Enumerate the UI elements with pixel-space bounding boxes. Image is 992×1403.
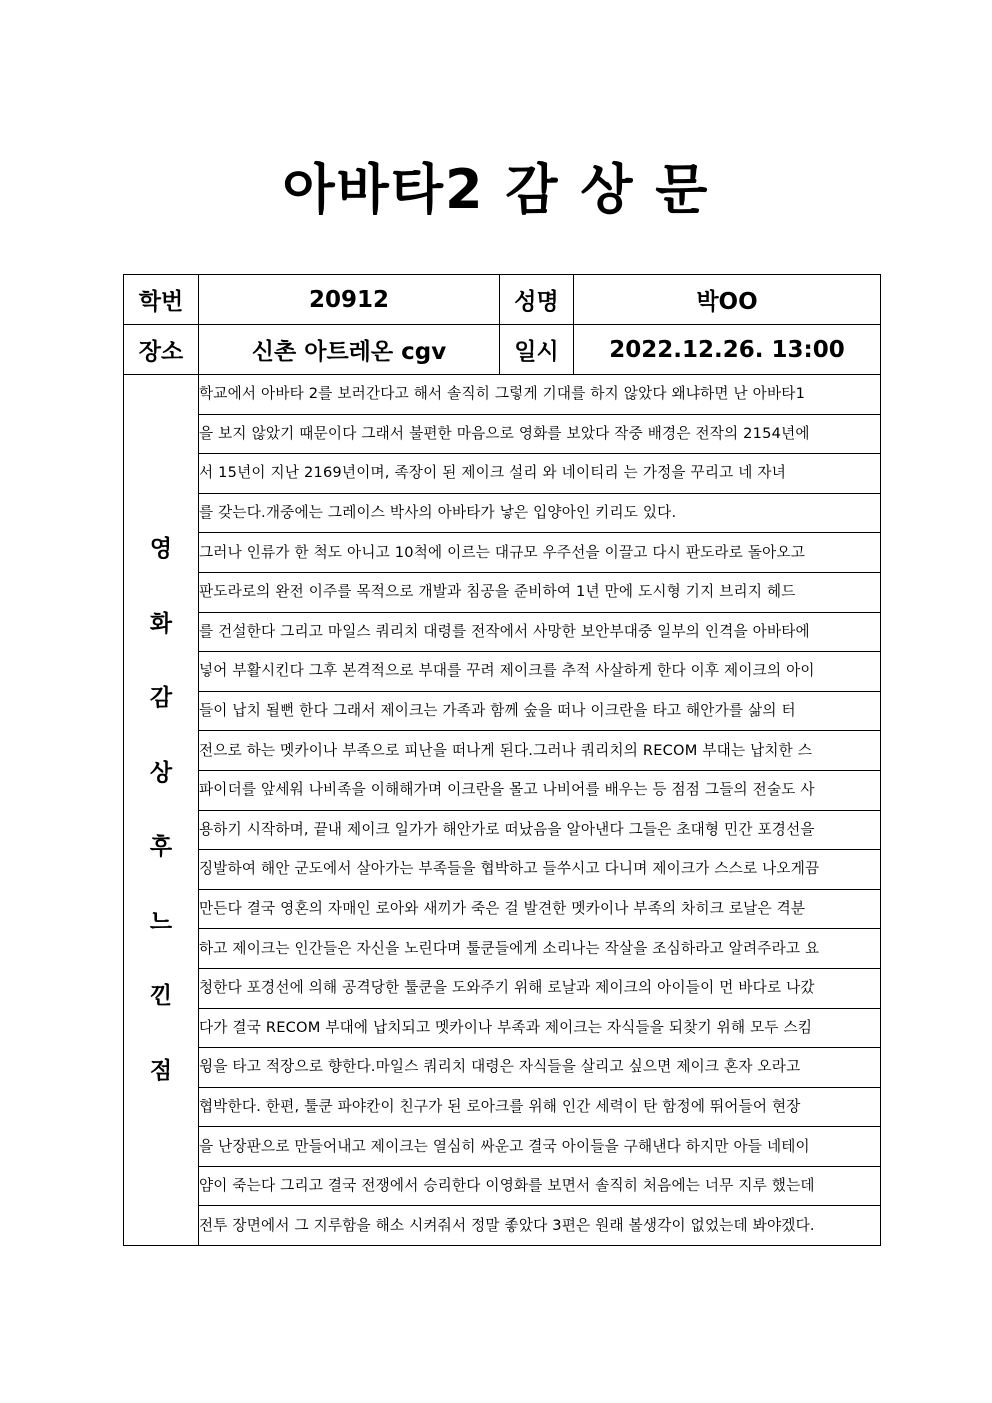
review-line-row xyxy=(124,1127,881,1167)
review-form-table xyxy=(123,274,881,1246)
review-label-char: 감 xyxy=(149,685,173,712)
review-line: 다가 결국 RECOM 부대에 납치되고 멧카이나 부족과 제이크는 자식들을 되찾기 위해 모두 스킴 xyxy=(199,1008,881,1048)
review-line-row xyxy=(124,1166,881,1206)
student-id-label: 학번 xyxy=(124,275,199,325)
review-line: 를 건설한다 그리고 마일스 쿼리치 대령를 전작에서 사망한 보안부대중 일부의 인격을 아바타에 xyxy=(199,612,881,652)
review-line: 을 보지 않았기 때문이다 그래서 불편한 마음으로 영화를 보았다 작중 배경은 전작의 2154년에 xyxy=(199,414,881,454)
review-line-row xyxy=(124,929,881,969)
review-line: 윙을 타고 적장으로 향한다.마일스 쿼리치 대령은 자식들을 살리고 싶으면 제이크 혼자 오라고 xyxy=(199,1048,881,1088)
review-line-row xyxy=(124,533,881,573)
review-line-row xyxy=(124,493,881,533)
review-line: 징발하여 해안 군도에서 살아가는 부족들을 협박하고 들쑤시고 다니며 제이크가 스스로 나오게끔 xyxy=(199,850,881,890)
review-line-row xyxy=(124,770,881,810)
student-id-value: 20912 xyxy=(199,275,500,325)
review-line-row xyxy=(124,1008,881,1048)
review-label-char: 후 xyxy=(149,834,173,861)
review-line: 만든다 결국 영혼의 자매인 로아와 새끼가 죽은 걸 발견한 멧카이나 부족의 차히크 로날은 격분 xyxy=(199,889,881,929)
place-value: 신촌 아트레온 cgv xyxy=(199,325,500,375)
review-label-char: 낀 xyxy=(149,983,173,1010)
review-line-row xyxy=(124,454,881,494)
review-line-row xyxy=(124,375,881,415)
datetime-value: 2022.12.26. 13:00 xyxy=(574,325,881,375)
review-line: 를 갖는다.개중에는 그레이스 박사의 아바타가 낳은 입양아인 키리도 있다. xyxy=(199,493,881,533)
review-line: 들이 납치 될뻔 한다 그래서 제이크는 가족과 함께 숲을 떠나 이크란을 타고 해안가를 삶의 터 xyxy=(199,691,881,731)
document-title: 아바타2 감 상 문 xyxy=(282,158,710,221)
review-line-row xyxy=(124,612,881,652)
review-section-label-chars xyxy=(124,536,198,1084)
review-line: 얌이 죽는다 그리고 결국 전쟁에서 승리한다 이영화를 보면서 솔직히 처음에는 너무 지루 했는데 xyxy=(199,1166,881,1206)
review-label-char: 영 xyxy=(149,536,173,563)
review-line-row xyxy=(124,1206,881,1246)
review-line-row xyxy=(124,731,881,771)
student-row xyxy=(124,275,881,325)
place-label: 장소 xyxy=(124,325,199,375)
review-line-row xyxy=(124,572,881,612)
review-line-row xyxy=(124,414,881,454)
review-line-row xyxy=(124,691,881,731)
review-line: 판도라로의 완전 이주를 목적으로 개발과 침공을 준비하여 1년 만에 도시형 기지 브리지 헤드 xyxy=(199,572,881,612)
place-row xyxy=(124,325,881,375)
name-value: 박OO xyxy=(574,275,881,325)
datetime-label: 일시 xyxy=(500,325,574,375)
review-label-char: 점 xyxy=(149,1057,173,1084)
review-label-char: 화 xyxy=(149,610,173,637)
review-line: 전투 장면에서 그 지루함을 해소 시켜줘서 정말 좋았다 3편은 원래 볼생각이 없었는데 봐야겠다. xyxy=(199,1206,881,1246)
review-line: 을 난장판으로 만들어내고 제이크는 열심히 싸운고 결국 아이들을 구해낸다 하지만 아들 네테이 xyxy=(199,1127,881,1167)
review-line-row xyxy=(124,968,881,1008)
review-line: 그러나 인류가 한 척도 아니고 10척에 이르는 대규모 우주선을 이끌고 다시 판도라로 돌아오고 xyxy=(199,533,881,573)
name-label: 성명 xyxy=(500,275,574,325)
review-line: 청한다 포경선에 의해 공격당한 툴쿤을 도와주기 위해 로날과 제이크의 아이들이 먼 바다로 나갔 xyxy=(199,968,881,1008)
review-line-row xyxy=(124,652,881,692)
review-line-row xyxy=(124,850,881,890)
review-line-row xyxy=(124,1087,881,1127)
review-label-char: 느 xyxy=(149,908,173,935)
review-section-label xyxy=(124,375,199,1246)
review-line: 파이더를 앞세워 나비족을 이해해가며 이크란을 몰고 나비어를 배우는 등 점점 그들의 전술도 사 xyxy=(199,770,881,810)
review-label-char: 상 xyxy=(149,759,173,786)
review-line: 넣어 부활시킨다 그후 본격적으로 부대를 꾸려 제이크를 추적 사살하게 한다 이후 제이크의 아이 xyxy=(199,652,881,692)
review-line: 용하기 시작하며, 끝내 제이크 일가가 해안가로 떠났음을 알아낸다 그들은 초대형 민간 포경선을 xyxy=(199,810,881,850)
review-line-row xyxy=(124,889,881,929)
review-line: 전으로 하는 멧카이나 부족으로 피난을 떠나게 된다.그러나 쿼리치의 RECOM 부대는 납치한 스 xyxy=(199,731,881,771)
review-line-row xyxy=(124,810,881,850)
review-line: 학교에서 아바타 2를 보러간다고 해서 솔직히 그렇게 기대를 하지 않았다 왜냐하면 난 아바타1 xyxy=(199,375,881,415)
review-line: 협박한다. 한편, 툴쿤 파야칸이 친구가 된 로아크를 위해 인간 세력이 탄 함정에 뛰어들어 현장 xyxy=(199,1087,881,1127)
review-line: 하고 제이크는 인간들은 자신을 노린다며 툴쿤들에게 소리나는 작살을 조심하라고 알려주라고 요 xyxy=(199,929,881,969)
review-line: 서 15년이 지난 2169년이며, 족장이 된 제이크 설리 와 네이티리 는 가정을 꾸리고 네 자녀 xyxy=(199,454,881,494)
review-line-row xyxy=(124,1048,881,1088)
